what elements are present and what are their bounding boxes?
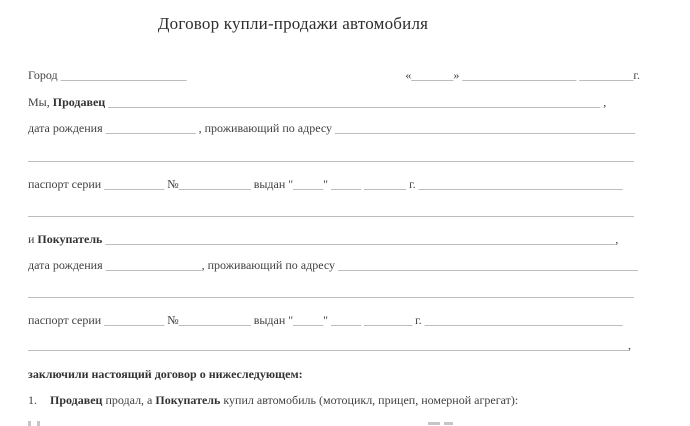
buyer-address-continuation-line bbox=[28, 285, 640, 301]
text-segment: Продавец bbox=[52, 95, 106, 109]
text-segment: « bbox=[405, 68, 412, 82]
text-segment: Мы, bbox=[28, 95, 53, 109]
blank-field: ___________________ bbox=[462, 68, 577, 82]
blank-field: ____________ bbox=[178, 313, 251, 327]
clipped-text-fragment bbox=[28, 421, 31, 426]
blank-field: _____ bbox=[331, 177, 362, 191]
buyer-passport-continuation-line bbox=[28, 338, 640, 354]
buyer-passport-line bbox=[28, 313, 640, 329]
blank-field: __________________________________________________ bbox=[335, 121, 635, 135]
text-segment: заключили настоящий договор о нижеследующем: bbox=[28, 367, 303, 381]
blank-field: _______________ bbox=[105, 121, 196, 135]
blank-field: __________________________________________________ bbox=[338, 258, 638, 272]
text-segment: , bbox=[600, 95, 607, 109]
blank-field: _____________________________________________________________________________________________________ bbox=[28, 285, 634, 299]
text-segment: , проживающий по адресу bbox=[195, 121, 335, 135]
blank-field: _________ bbox=[579, 68, 634, 82]
blank-field: _______ bbox=[411, 68, 454, 82]
city-date-line bbox=[28, 68, 640, 84]
text-segment: 1. bbox=[28, 393, 37, 407]
blank-field: ________ bbox=[364, 313, 413, 327]
blank-field: __________ bbox=[104, 177, 165, 191]
text-segment: Покупатель bbox=[37, 232, 103, 246]
text-segment: № bbox=[164, 177, 179, 191]
blank-field: ____________ bbox=[178, 177, 251, 191]
seller-passport-line bbox=[28, 177, 640, 193]
blank-field: _______ bbox=[364, 177, 407, 191]
blank-field: _____ bbox=[293, 177, 324, 191]
text-segment: дата рождения bbox=[28, 121, 106, 135]
seller-birth-address-line bbox=[28, 121, 640, 137]
text-segment: " bbox=[323, 177, 332, 191]
text-segment: г. bbox=[406, 177, 419, 191]
text-segment: паспорт серии bbox=[28, 313, 105, 327]
line-right-part bbox=[405, 68, 640, 84]
seller-name-line bbox=[28, 95, 640, 111]
buyer-name-line bbox=[28, 232, 640, 248]
blank-field: _________________________________ bbox=[424, 313, 623, 327]
clipped-text-fragment bbox=[37, 421, 40, 426]
blank-field: ________________ bbox=[105, 258, 202, 272]
blank-field: __________________________________ bbox=[418, 177, 623, 191]
text-segment: продал, а bbox=[102, 393, 156, 407]
text-segment: выдан " bbox=[250, 313, 294, 327]
clipped-text-fragment bbox=[428, 422, 440, 425]
agreement-heading-line bbox=[28, 367, 640, 383]
text-segment: , bbox=[615, 232, 619, 246]
text-segment: дата рождения bbox=[28, 258, 106, 272]
blank-field: _____________________ bbox=[60, 68, 187, 82]
text-segment: Покупатель bbox=[155, 393, 221, 407]
clause-1-line bbox=[28, 393, 640, 409]
text-segment: паспорт серии bbox=[28, 177, 105, 191]
line-left-part bbox=[28, 68, 187, 84]
blank-field: _____ bbox=[293, 313, 324, 327]
document-title: Договор купли-продажи автомобиля bbox=[157, 14, 429, 33]
blank-field: __________ bbox=[104, 313, 165, 327]
text-segment: купил автомобиль (мотоцикл, прицеп, номерной агрегат): bbox=[220, 393, 519, 407]
seller-passport-continuation-line bbox=[28, 204, 640, 220]
text-segment: и bbox=[28, 232, 38, 246]
text-segment: , bbox=[628, 338, 631, 352]
blank-field: __________________________________________________________________________________ bbox=[108, 95, 601, 109]
blank-field: _____________________________________________________________________________________________________ bbox=[28, 149, 634, 163]
text-segment: , проживающий по адресу bbox=[201, 258, 338, 272]
text-segment: » bbox=[453, 68, 463, 82]
blank-field: _____________________________________________________________________________________ bbox=[105, 232, 616, 246]
text-segment: г. bbox=[412, 313, 425, 327]
blank-field: _____ bbox=[331, 313, 362, 327]
text-segment: " bbox=[323, 313, 332, 327]
blank-field: _____________________________________________________________________________________________________ bbox=[28, 204, 634, 218]
seller-address-continuation-line bbox=[28, 149, 640, 165]
text-segment: № bbox=[164, 313, 179, 327]
blank-field: ____________________________________________________________________________________________________ bbox=[28, 338, 628, 352]
text-segment: г. bbox=[633, 68, 640, 82]
text-segment: выдан " bbox=[250, 177, 294, 191]
text-segment: Город bbox=[28, 68, 61, 82]
buyer-birth-address-line bbox=[28, 258, 640, 274]
text-segment: Продавец bbox=[50, 393, 103, 407]
clipped-text-fragment bbox=[444, 422, 453, 425]
